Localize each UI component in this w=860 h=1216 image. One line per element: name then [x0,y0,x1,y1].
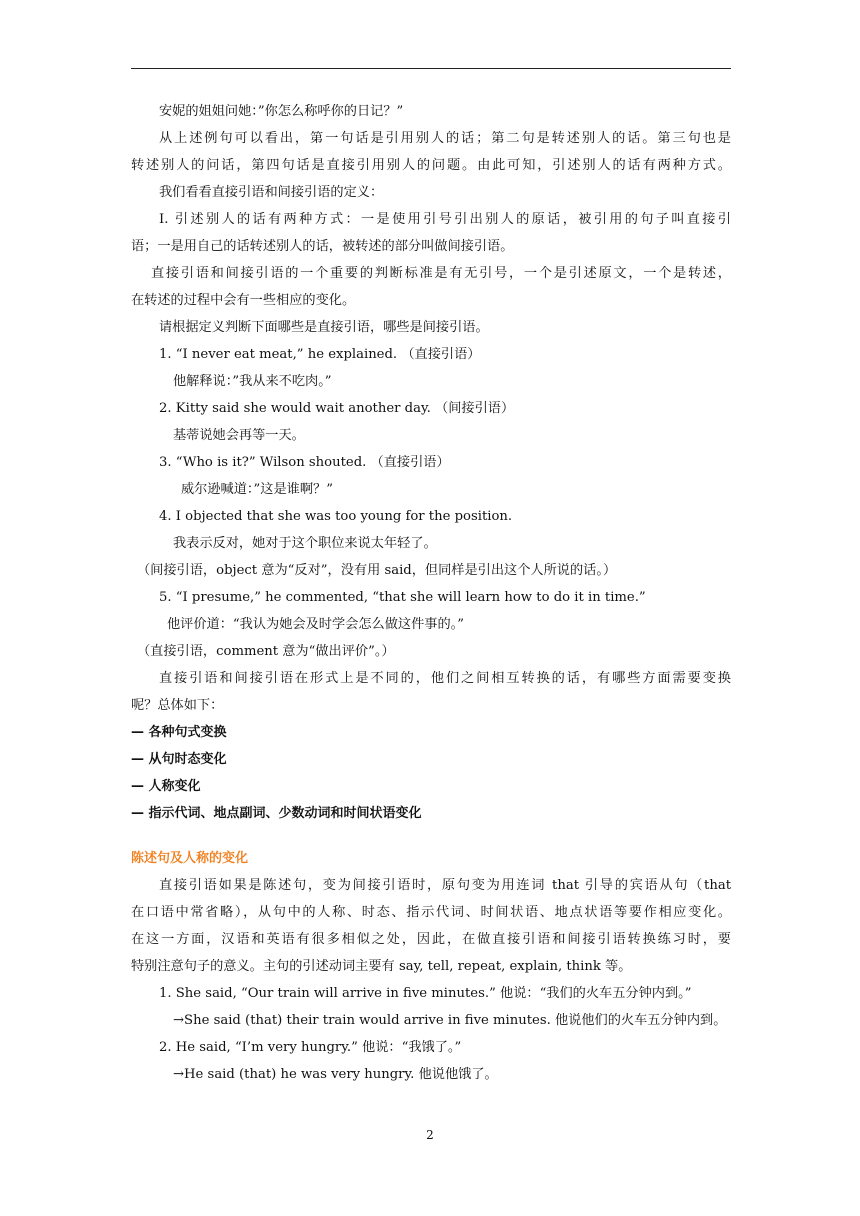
section-paragraph-line: 直接引语如果是陈述句，变为间接引语时，原句变为用连词 that 引导的宾语从句（that [159,878,731,893]
summary-item: — 人称变化 [131,779,201,794]
paragraph-line: 从上述例句可以看出，第一句话是引用别人的话；第二句是转述别人的话。第三句也是 [159,131,731,146]
example-2: 2. Kitty said she would wait another day. （间接引语） [159,401,515,416]
section-example-2: 2. He said, “I’m very hungry.” 他说：“我饿了。” [159,1040,462,1055]
example-2-translation: 基蒂说她会再等一天。 [173,428,305,443]
header-rule [131,68,731,69]
section-example-1-conversion: →She said (that) their train would arrive in five minutes. 他说他们的火车五分钟内到。 [173,1013,727,1028]
document-body [131,98,731,1088]
criterion-line: 直接引语和间接引语的一个重要的判断标准是有无引号，一个是引述原文，一个是转述， [151,266,731,281]
example-4-translation: 我表示反对，她对于这个职位来说太年轻了。 [173,536,437,551]
section-example-2-conversion: →He said (that) he was very hungry. 他说他饿了。 [173,1067,498,1082]
paragraph-line: 转述别人的问话，第四句话是直接引用别人的问题。由此可知，引述别人的话有两种方式。 [131,158,731,173]
spacer [131,827,731,845]
section-paragraph-line: 在口语中常省略），从句中的人称、时态、指示代词、时间状语、地点状语等要作相应变化。 [131,905,731,920]
example-3: 3. “Who is it?” Wilson shouted. （直接引语） [159,455,450,470]
example-5-note: （直接引语，comment 意为“做出评价”。） [137,644,395,659]
summary-item: — 指示代词、地点副词、少数动词和时间状语变化 [131,806,422,821]
intro-line: 安妮的姐姐问她：”你怎么称呼你的日记？” [159,104,404,119]
page-number: 2 [426,1128,434,1142]
example-4: 4. I objected that she was too young for the position. [159,509,513,524]
paragraph-line: 我们看看直接引语和间接引语的定义： [159,185,384,200]
example-5-translation: 他评价道：“我认为她会及时学会怎么做这件事的。” [167,617,465,632]
example-3-translation: 威尔逊喊道：”这是谁啊？” [181,482,333,497]
instruction-line: 请根据定义判断下面哪些是直接引语，哪些是间接引语。 [159,320,489,335]
section-paragraph-line: 特别注意句子的意义。主句的引述动词主要有 say, tell, repeat, explain, think 等。 [131,959,632,974]
definition-line: 语；一是用自己的话转述别人的话，被转述的部分叫做间接引语。 [131,239,514,254]
criterion-line: 在转述的过程中会有一些相应的变化。 [131,293,356,308]
section-example-1: 1. She said, “Our train will arrive in five minutes.” 他说：“我们的火车五分钟内到。” [159,986,692,1001]
section-heading: 陈述句及人称的变化 [131,851,249,866]
example-4-note: （间接引语，object 意为“反对”，没有用 said，但同样是引出这个人所说的话。） [137,563,617,578]
example-1: 1. “I never eat meat,” he explained. （直接引语） [159,347,481,362]
summary-item: — 各种句式变换 [131,725,227,740]
example-1-translation: 他解释说：”我从来不吃肉。” [173,374,332,389]
summary-item: — 从句时态变化 [131,752,227,767]
summary-line: 呢？总体如下： [131,698,224,713]
section-paragraph-line: 在这一方面，汉语和英语有很多相似之处，因此，在做直接引语和间接引语转换练习时，要 [131,932,731,947]
example-5: 5. “I presume,” he commented, “that she will learn how to do it in time.” [159,590,646,605]
summary-line: 直接引语和间接引语在形式上是不同的，他们之间相互转换的话，有哪些方面需要变换 [159,671,731,686]
definition-line: I. 引述别人的话有两种方式：一是使用引号引出别人的原话，被引用的句子叫直接引 [159,212,731,227]
